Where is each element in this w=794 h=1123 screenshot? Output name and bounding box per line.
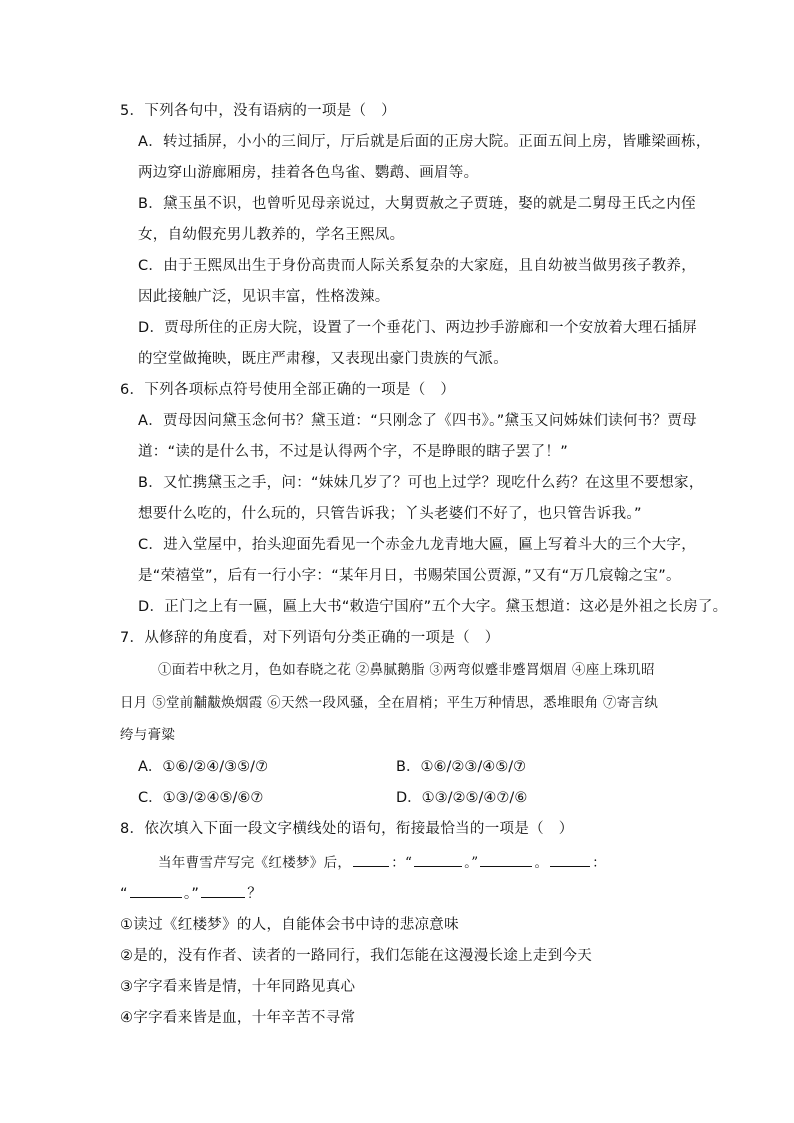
q6-option-d: D．正门之上有一匾，匾上大书“敕造宁国府”五个大字。黛玉想道：这必是外祖之长房了。 xyxy=(138,599,728,615)
q7-items-line3: 绔与膏粱 xyxy=(120,727,176,743)
q8-blank-2 xyxy=(414,853,462,867)
q8-blank-1 xyxy=(353,853,389,867)
q8-passage-start: 当年曹雪芹写完《红楼梦》后， xyxy=(158,855,352,871)
q7-items-line2: 日月 ⑤堂前黼黻焕烟霞 ⑥天然一段风骚，全在眉梢；平生万种情思，悉堆眼角 ⑦寄言纨 xyxy=(120,695,659,711)
q8-passage-line1: 当年曹雪芹写完《红楼梦》后， ：“ 。” 。 ： xyxy=(158,855,607,871)
q5-option-a-line1: A．转过插屏，小小的三间厅，厅后就是后面的正房大院。正面五间上房，皆雕梁画栋， xyxy=(138,134,711,150)
q6-option-b-line2: 想要什么吃的，什么玩的，只管告诉我；丫头老婆们不好了，也只管告诉我。” xyxy=(138,506,642,522)
q5-option-b-line2: 女，自幼假充男儿教养的，学名王熙凤。 xyxy=(138,227,405,243)
q7-option-c: C．①③/②④⑤/⑥⑦ xyxy=(138,790,264,806)
q7-option-b: B．①⑥/②③/④⑤/⑦ xyxy=(396,759,527,775)
q6-option-c-line1: C．进入堂屋中，抬头迎面先看见一个赤金九龙青地大匾，匾上写着斗大的三个大字， xyxy=(138,537,697,553)
q6-stem: 6．下列各项标点符号使用全部正确的一项是（ ） xyxy=(120,382,456,398)
q5-stem: 5．下列各句中，没有语病的一项是（ ） xyxy=(120,103,396,119)
q6-option-b-line1: B．又忙携黛玉之手，问：“妹妹几岁了？可也上过学？现吃什么药？在这里不要想家， xyxy=(138,475,704,491)
q8-blank-3 xyxy=(480,853,532,867)
q5-option-c-line2: 因此接触广泛，见识丰富，性格泼辣。 xyxy=(138,289,390,305)
q5-option-a-line2: 两边穿山游廊厢房，挂着各色鸟雀、鹦鹉、画眉等。 xyxy=(138,165,479,181)
q7-option-d: D．①③/②⑤/④⑦/⑥ xyxy=(396,790,528,806)
q6-option-a-line2: 道：“读的是什么书，不过是认得两个字，不是睁眼的瞎子罢了！” xyxy=(138,444,569,460)
q8-sentence-4: ④字字看来皆是血，十年辛苦不寻常 xyxy=(120,1010,356,1026)
q6-option-a-line1: A．贾母因问黛玉念何书？黛玉道：“只刚念了《四书》。”黛玉又问姊妹们读何书？贾母 xyxy=(138,413,697,429)
q5-option-d-line1: D．贾母所住的正房大院，设置了一个垂花门、两边抄手游廊和一个安放着大理石插屏 xyxy=(138,320,698,336)
q5-option-b-line1: B．黛玉虽不识，也曾听见母亲说过，大舅贾赦之子贾琏，娶的就是二舅母王氏之内侄 xyxy=(138,196,696,212)
q8-stem: 8．依次填入下面一段文字横线处的语句，衔接最恰当的一项是（ ） xyxy=(120,821,574,837)
q7-items-line1: ①面若中秋之月，色如春晓之花 ②鼻腻鹅脂 ③两弯似蹙非蹙罥烟眉 ④座上珠玑昭 xyxy=(158,662,655,678)
q8-sentence-3: ③字字看来皆是情，十年同路见真心 xyxy=(120,979,356,995)
q8-sentence-2: ②是的，没有作者、读者的一路同行，我们怎能在这漫漫长途上走到今天 xyxy=(120,948,593,964)
q5-option-c-line1: C．由于王熙凤出生于身份高贵而人际关系复杂的大家庭，且自幼被当做男孩子教养， xyxy=(138,258,697,274)
q7-stem: 7．从修辞的角度看，对下列语句分类正确的一项是（ ） xyxy=(120,630,500,646)
q5-option-d-line2: 的空堂做掩映，既庄严肃穆，又表现出豪门贵族的气派。 xyxy=(138,351,508,367)
q6-option-c-line2: 是“荣禧堂”，后有一行小字：“某年月日，书赐荣国公贾源，”又有“万几宸翰之宝”。 xyxy=(138,568,681,584)
q8-passage-line2: “ 。” ？ xyxy=(120,886,262,902)
q8-blank-6 xyxy=(201,884,245,898)
q8-blank-4 xyxy=(550,853,590,867)
q8-blank-5 xyxy=(130,884,182,898)
q7-option-a: A．①⑥/②④/③⑤/⑦ xyxy=(138,759,269,775)
q8-sentence-1: ①读过《红楼梦》的人，自能体会书中诗的悲凉意味 xyxy=(120,917,459,933)
